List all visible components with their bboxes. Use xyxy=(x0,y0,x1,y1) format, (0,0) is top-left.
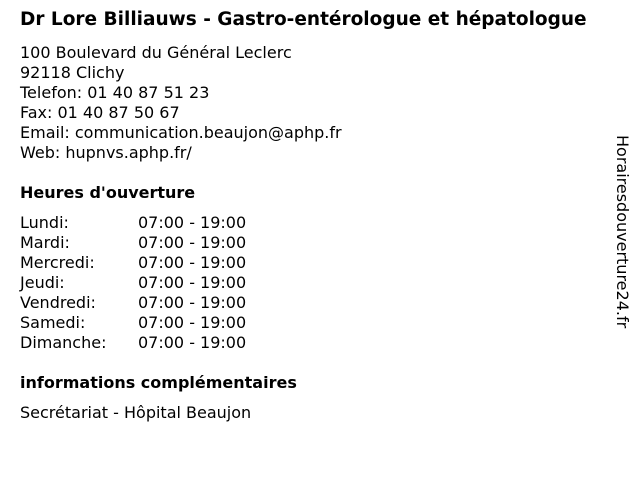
doctor-listing xyxy=(20,10,600,423)
hours-row-monday xyxy=(20,213,600,233)
info-heading: informations complémentaires xyxy=(20,373,297,392)
address-street: 100 Boulevard du Général Leclerc xyxy=(20,43,292,62)
hours-row-friday xyxy=(20,293,600,313)
page-title: Dr Lore Billiauws - Gastro-entérologue et hépatologue xyxy=(20,9,587,30)
email-address: Email: communication.beaujon@aphp.fr xyxy=(20,123,342,142)
time-range: 07:00 - 19:00 xyxy=(138,253,247,272)
time-range: 07:00 - 19:00 xyxy=(138,213,247,232)
day-label: Mercredi: xyxy=(20,253,95,272)
site-watermark: Horairesdouverture24.fr xyxy=(613,135,632,329)
time-range: 07:00 - 19:00 xyxy=(138,293,247,312)
hours-row-sunday xyxy=(20,333,600,353)
time-range: 07:00 - 19:00 xyxy=(138,333,247,352)
address-city: 92118 Clichy xyxy=(20,63,125,82)
phone-number: Telefon: 01 40 87 51 23 xyxy=(20,83,210,102)
time-range: 07:00 - 19:00 xyxy=(138,233,247,252)
day-label: Jeudi: xyxy=(20,273,65,292)
hours-row-saturday xyxy=(20,313,600,333)
day-label: Mardi: xyxy=(20,233,70,252)
day-label: Dimanche: xyxy=(20,333,107,352)
hours-row-tuesday xyxy=(20,233,600,253)
day-label: Lundi: xyxy=(20,213,69,232)
hours-row-wednesday xyxy=(20,253,600,273)
contact-block xyxy=(20,43,600,163)
info-text: Secrétariat - Hôpital Beaujon xyxy=(20,403,252,422)
fax-number: Fax: 01 40 87 50 67 xyxy=(20,103,180,122)
day-label: Vendredi: xyxy=(20,293,96,312)
hours-table xyxy=(20,213,600,353)
day-label: Samedi: xyxy=(20,313,86,332)
time-range: 07:00 - 19:00 xyxy=(138,273,247,292)
time-range: 07:00 - 19:00 xyxy=(138,313,247,332)
website: Web: hupnvs.aphp.fr/ xyxy=(20,143,192,162)
hours-heading: Heures d'ouverture xyxy=(20,183,196,202)
hours-row-thursday xyxy=(20,273,600,293)
